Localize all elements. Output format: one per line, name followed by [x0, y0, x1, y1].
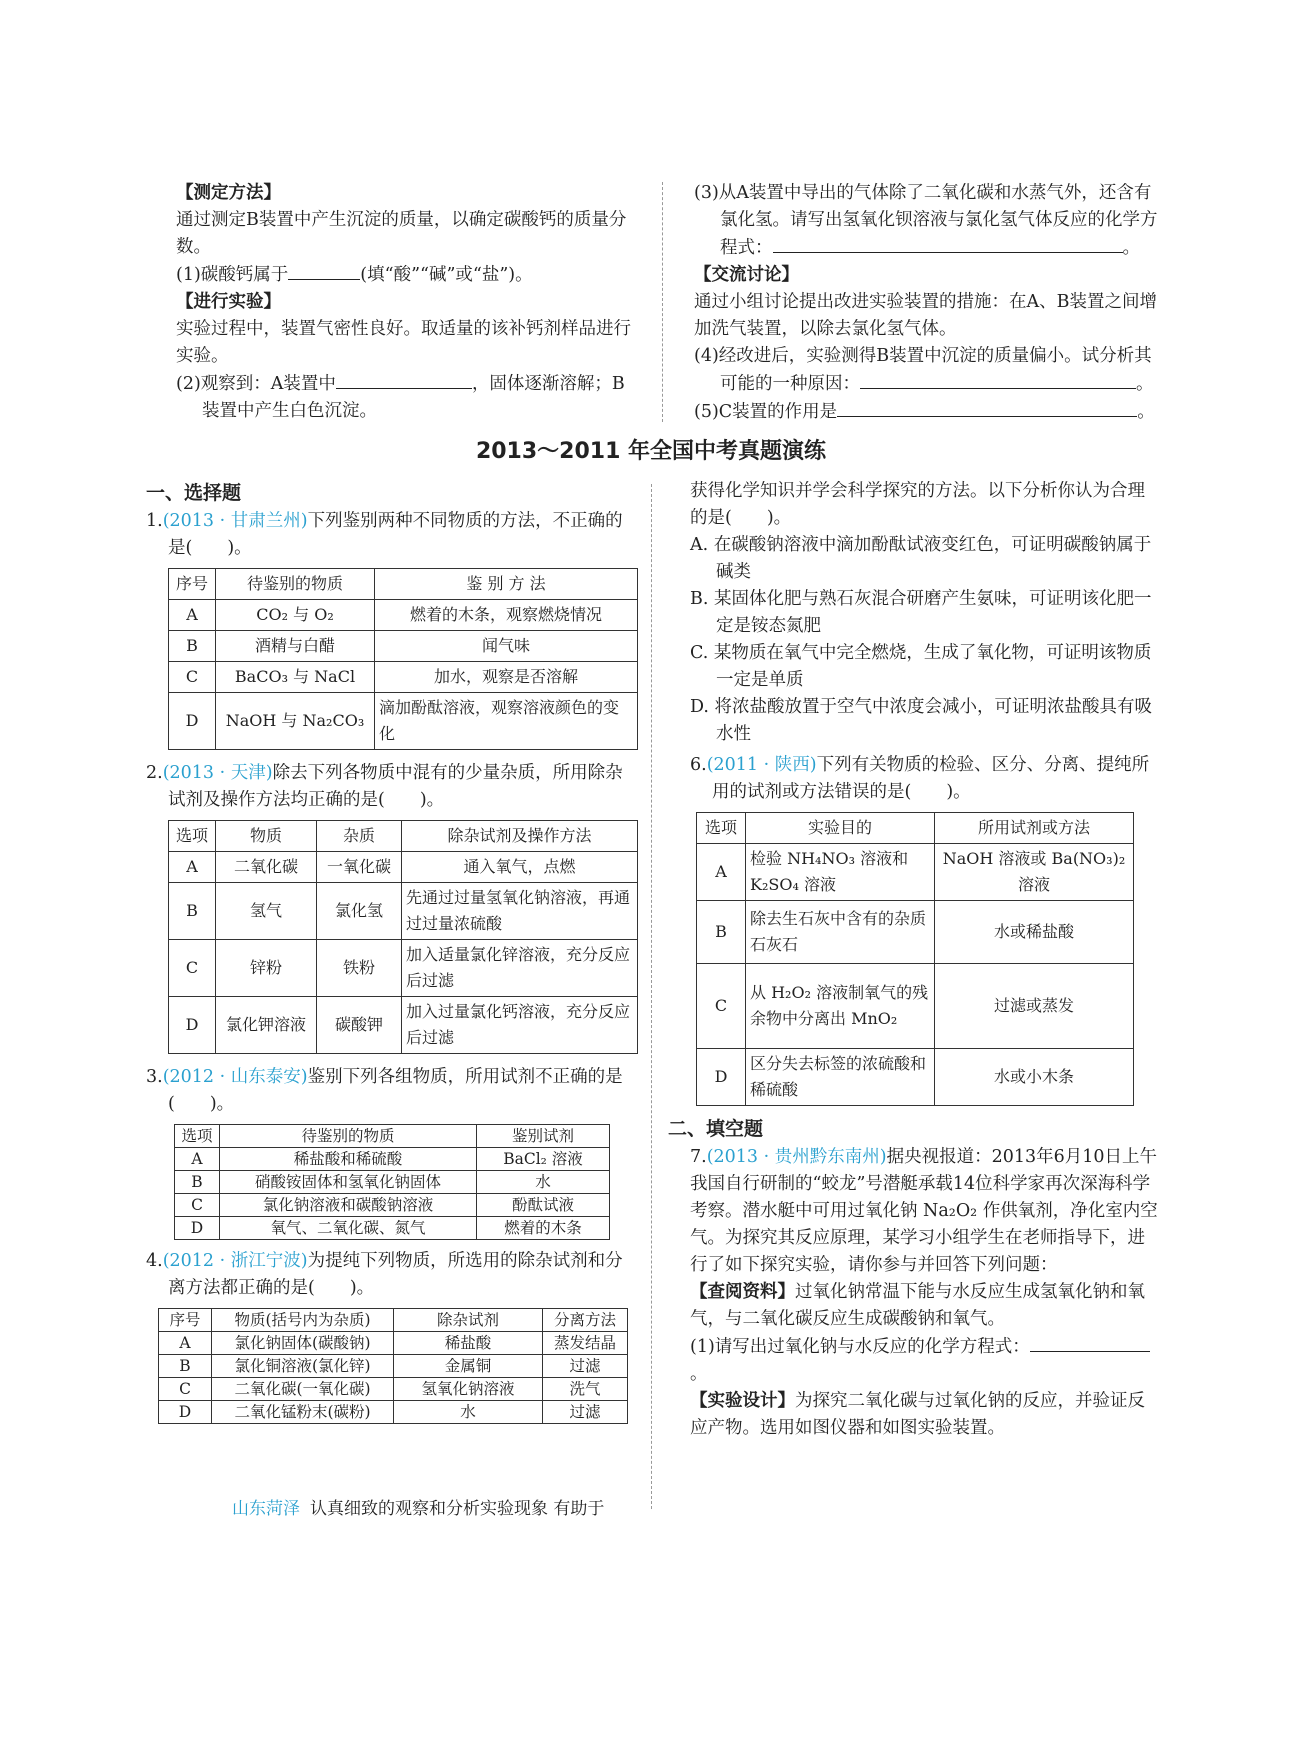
right-column	[668, 478, 1162, 1442]
table-row: D 氧气、二氧化碳、氮气 燃着的木条	[175, 1217, 610, 1240]
question-source: (2012 · 山东泰安)	[162, 1067, 308, 1087]
experiment-text: 实验过程中，装置气密性良好。取适量的该补钙剂样品进行实验。	[176, 319, 631, 366]
table-row: D 区分失去标签的浓硫酸和稀硫酸 水或小木条	[697, 1049, 1134, 1106]
answer-blank[interactable]	[288, 261, 360, 280]
question-4: 4.(2012 · 浙江宁波)为提纯下列物质，所选用的除杂试剂和分离方法都正确的是( )。	[146, 1251, 623, 1298]
table-row: B 除去生石灰中含有的杂质石灰石 水或稀盐酸	[697, 901, 1134, 964]
table-row: B 氢气 氯化氢 先通过过量氢氧化钠溶液，再通过过量浓硫酸	[169, 883, 638, 940]
question-source: (2013 · 贵州黔东南州)	[706, 1147, 887, 1167]
answer-blank[interactable]	[860, 370, 1136, 389]
question-3-line: (3)从A装置中导出的气体除了二氧化碳和水蒸气外，还含有氯化氢。请写出氢氧化钡溶液与氯化氢气体反应的化学方程式： 。	[694, 183, 1158, 258]
question-5-lead: 获得化学知识并学会科学探究的方法。以下分析你认为合理的是( )。	[690, 481, 1145, 528]
question-source: (2013 · 天津)	[162, 763, 273, 783]
answer-blank[interactable]	[773, 234, 1123, 253]
footer-source: 山东菏泽	[232, 1499, 300, 1519]
table-row: B 硝酸铵固体和氢氧化钠固体 水	[175, 1171, 610, 1194]
question-1-line: (1)碳酸钙属于 (填“酸”“碱”或“盐”)。	[176, 261, 638, 289]
question-2-table: 选项 物质 杂质 除杂试剂及操作方法 A 二氧化碳 一氧化碳 通入氧气，点燃 B 氢气 氯化氢 先通过过量氢氧化钠溶液，再通过过量浓硫酸 C 锌粉 铁粉 加入适量氯化锌溶液，充分反应后过滤 D 氯化钾溶液 碳酸钾 加入过量氯化钙溶液，充分反应后过滤	[168, 820, 638, 1054]
table-row: D 氯化钾溶液 碳酸钾 加入过量氯化钙溶液，充分反应后过滤	[169, 997, 638, 1054]
question-4-line: (4)经改进后，实验测得B装置中沉淀的质量偏小。试分析其可能的一种原因： 。	[694, 346, 1154, 394]
question-source: (2011 · 陕西)	[706, 755, 817, 775]
answer-blank[interactable]	[1030, 1333, 1150, 1352]
table-row: D NaOH 与 Na₂CO₃ 滴加酚酞溶液，观察溶液颜色的变化	[169, 693, 638, 750]
question-3: 3.(2012 · 山东泰安)鉴别下列各组物质，所用试剂不正确的是( )。	[146, 1067, 623, 1114]
heading-measure-method: 【测定方法】	[176, 183, 281, 203]
question-4-table: 序号 物质(括号内为杂质) 除杂试剂 分离方法 A 氯化钠固体(碳酸钠) 稀盐酸 蒸发结晶 B 氯化铜溶液(氯化锌) 金属铜 过滤 C 二氧化碳(一氧化碳) 氢氧化钠溶液 洗气 D 二氧化锰粉末(碳粉) 水 过滤	[158, 1308, 628, 1424]
measure-method-text: 通过测定B装置中产生沉淀的质量，以确定碳酸钙的质量分数。	[176, 210, 627, 257]
answer-blank[interactable]	[336, 370, 472, 389]
table-row: C 氯化钠溶液和碳酸钠溶液 酚酞试液	[175, 1194, 610, 1217]
table-row: A CO₂ 与 O₂ 燃着的木条，观察燃烧情况	[169, 600, 638, 631]
table-row: A 二氧化碳 一氧化碳 通入氧气，点燃	[169, 852, 638, 883]
question-source: (2012 · 浙江宁波)	[162, 1251, 308, 1271]
top-right-block	[694, 180, 1160, 426]
heading-discussion: 【交流讨论】	[694, 265, 799, 285]
question-6-table: 选项 实验目的 所用试剂或方法 A 检验 NH₄NO₃ 溶液和 K₂SO₄ 溶液 NaOH 溶液或 Ba(NO₃)₂溶液 B 除去生石灰中含有的杂质石灰石 水或稀盐酸 C 从 H₂O₂ 溶液制氧气的残余物中分离出 MnO₂ 过滤或蒸发 D 区分失去标签的浓硫酸和稀硫酸 水或小木条	[696, 812, 1134, 1106]
question-6: 6.(2011 · 陕西)下列有关物质的检验、区分、分离、提纯所用的试剂或方法错误的是( )。	[690, 755, 1150, 802]
question-7-sub-1: (1)请写出过氧化钠与水反应的化学方程式：。	[690, 1333, 1162, 1388]
question-2-line: (2)观察到：A装置中 ，固体逐渐溶解；B装置中产生白色沉淀。	[176, 370, 638, 425]
section-fill-heading: 二、填空题	[668, 1118, 764, 1140]
question-3-table: 选项 待鉴别的物质 鉴别试剂 A 稀盐酸和稀硫酸 BaCl₂ 溶液 B 硝酸铵固体和氢氧化钠固体 水 C 氯化钠溶液和碳酸钠溶液 酚酞试液 D 氧气、二氧化碳、氮气 燃着的木条	[174, 1124, 610, 1240]
answer-blank[interactable]	[837, 398, 1137, 417]
question-1: 1.(2013 · 甘肃兰州)下列鉴别两种不同物质的方法，不正确的是( )。	[146, 511, 623, 558]
left-column	[146, 478, 640, 1424]
question-1-table: 序号 待鉴别的物质 鉴 别 方 法 A CO₂ 与 O₂ 燃着的木条，观察燃烧情况 B 酒精与白醋 闻气味 C BaCO₃ 与 NaCl 加水，观察是否溶解 D NaOH 与 Na₂CO₃ 滴加酚酞溶液，观察溶液颜色的变化	[168, 568, 638, 750]
table-row: A 氯化钠固体(碳酸钠) 稀盐酸 蒸发结晶	[159, 1332, 628, 1355]
top-left-block	[176, 180, 638, 425]
table-row: D 二氧化锰粉末(碳粉) 水 过滤	[159, 1401, 628, 1424]
table-row: A 稀盐酸和稀硫酸 BaCl₂ 溶液	[175, 1148, 610, 1171]
column-divider-top	[662, 182, 663, 422]
question-5-option-c: C. 某物质在氧气中完全燃烧，生成了氧化物，可证明该物质一定是单质	[690, 643, 1152, 690]
table-row: C 从 H₂O₂ 溶液制氧气的残余物中分离出 MnO₂ 过滤或蒸发	[697, 964, 1134, 1049]
table-row: B 酒精与白醋 闻气味	[169, 631, 638, 662]
question-7: 7.(2013 · 贵州黔东南州)据央视报道：2013年6月10日上午我国自行研制的“蛟龙”号潜艇承载14位科学家再次深海科学考察。潜水艇中可用过氧化钠 Na₂O₂ 作供氧剂，净化室内空气。为探究其反应原理，某学习小组学生在老师指导下，进行了如下探究实验，请你参与并回答下列问题：	[690, 1147, 1158, 1275]
table-row: C BaCO₃ 与 NaCl 加水，观察是否溶解	[169, 662, 638, 693]
section-title: 2013～2011 年全国中考真题演练	[475, 439, 827, 464]
question-5-option-a: A. 在碳酸钠溶液中滴加酚酞试液变红色，可证明碳酸钠属于碱类	[690, 535, 1152, 582]
heading-experiment: 【进行实验】	[176, 292, 281, 312]
question-source: (2013 · 甘肃兰州)	[162, 511, 308, 531]
question-7-info: 【查阅资料】过氧化钠常温下能与水反应生成氢氧化钠和氧气，与二氧化碳反应生成碳酸钠和氧气。	[690, 1282, 1145, 1329]
section-choice-heading: 一、选择题	[146, 482, 242, 504]
question-5-option-b: B. 某固体化肥与熟石灰混合研磨产生氨味，可证明该化肥一定是铵态氮肥	[690, 589, 1152, 636]
column-divider-bottom	[651, 484, 652, 1509]
footer-line: 山东菏泽 认真细致的观察和分析实验现象 有助于	[232, 1499, 605, 1519]
question-7-design: 【实验设计】为探究二氧化碳与过氧化钠的反应，并验证反应产物。选用如图仪器和如图实验装置。	[690, 1391, 1145, 1438]
discussion-text: 通过小组讨论提出改进实验装置的措施：在A、B装置之间增加洗气装置，以除去氯化氢气体。	[694, 292, 1157, 339]
question-5-line: (5)C装置的作用是 。	[694, 398, 1160, 426]
question-2: 2.(2013 · 天津)除去下列各物质中混有的少量杂质，所用除杂试剂及操作方法均正确的是( )。	[146, 763, 623, 810]
table-row: C 二氧化碳(一氧化碳) 氢氧化钠溶液 洗气	[159, 1378, 628, 1401]
table-row: C 锌粉 铁粉 加入适量氯化锌溶液，充分反应后过滤	[169, 940, 638, 997]
table-row: B 氯化铜溶液(氯化锌) 金属铜 过滤	[159, 1355, 628, 1378]
table-row: A 检验 NH₄NO₃ 溶液和 K₂SO₄ 溶液 NaOH 溶液或 Ba(NO₃)₂溶液	[697, 844, 1134, 901]
question-5-option-d: D. 将浓盐酸放置于空气中浓度会减小，可证明浓盐酸具有吸水性	[690, 697, 1153, 744]
